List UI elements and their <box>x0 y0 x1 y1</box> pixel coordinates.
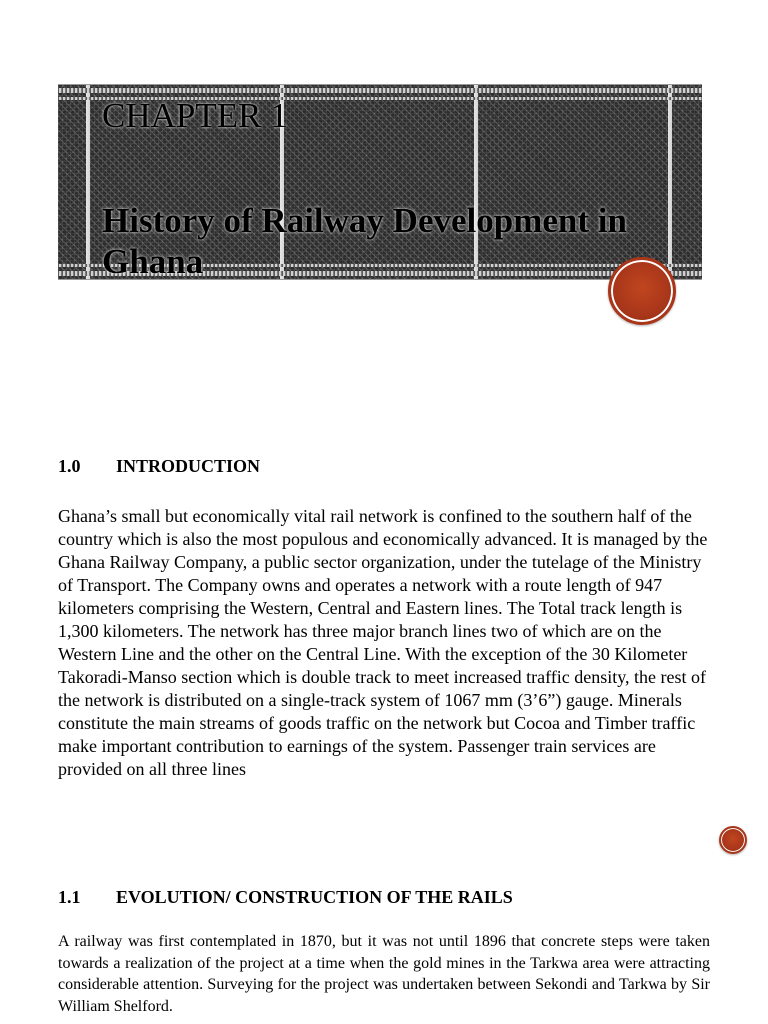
section-number: 1.0 <box>58 456 81 476</box>
section-heading-introduction <box>58 456 260 477</box>
chapter-title: History of Railway Development in Ghana <box>102 201 627 281</box>
evolution-paragraph: A railway was first contemplated in 1870, but it was not until 1896 that concrete steps were taken towards a realization of the project at a time when the gold mines in the Tarkwa area were attracting considerable attention. Surveying for the project was undertaken between Sekondi and Tarkwa by Sir William Shelford. <box>58 933 710 1016</box>
decorative-circle-icon <box>719 826 747 854</box>
section-heading-text: INTRODUCTION <box>116 456 261 476</box>
banner-border-strip <box>58 88 702 93</box>
decorative-circle-icon <box>608 257 676 325</box>
section-number: 1.1 <box>58 887 81 907</box>
section-heading-text: EVOLUTION/ CONSTRUCTION OF THE RAILS <box>116 887 513 907</box>
introduction-paragraph: Ghana’s small but economically vital rail network is confined to the southern half of the country which is also the most populous and economically advanced. It is managed by the Ghana Railway Company, a public sector organization, under the tutelage of the Ministry of Transport. The Company owns and operates a network with a route length of 947 kilometers comprising the Western, Central and Eastern lines. The Total track length is 1,300 kilometers. The network has three major branch lines two of which are on the Western Line and the other on the Central Line. With the exception of the 30 Kilometer Takoradi-Manso section which is double track to meet increased traffic density, the rest of the network is distributed on a single-track system of 1067 mm (3’6”) gauge. Minerals constitute the main streams of goods traffic on the network but Cocoa and Timber traffic make important contribution to earnings of the system. Passenger train services are provided on all three lines <box>58 506 708 779</box>
chapter-label: CHAPTER 1 <box>102 96 288 135</box>
section-heading-evolution <box>58 887 513 908</box>
